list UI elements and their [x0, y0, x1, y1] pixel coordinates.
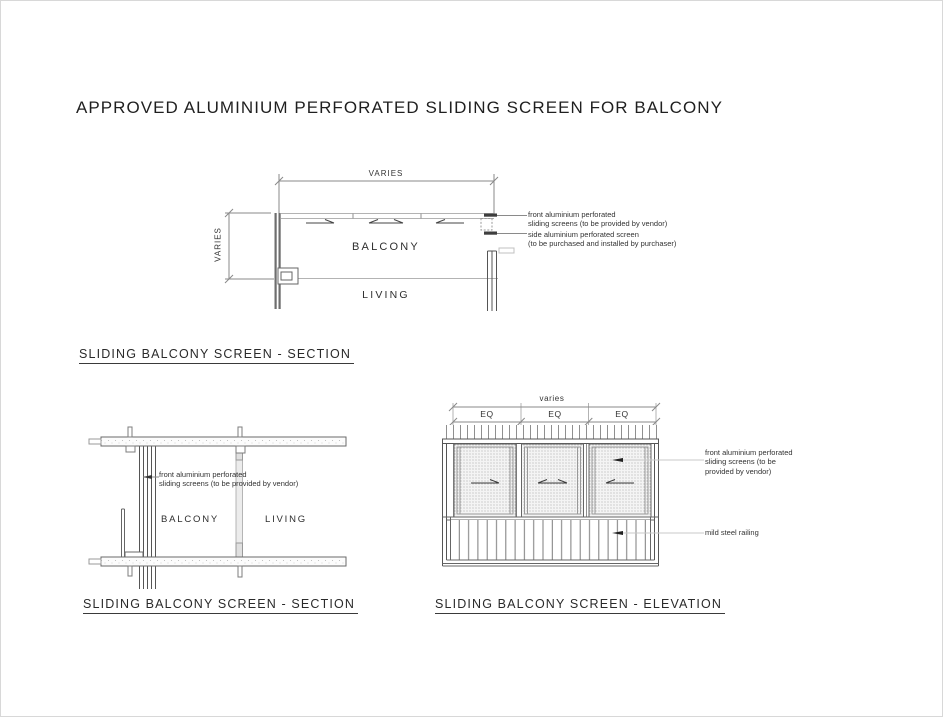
annotation-line: front aluminium perforated	[528, 210, 616, 219]
annotation-line: sliding screens (to be provided by vendor)	[528, 219, 668, 228]
annotation-line: side aluminium perforated screen	[528, 230, 639, 239]
plan-dim-depth: VARIES	[213, 227, 223, 262]
plan-balcony-label: BALCONY	[352, 241, 420, 253]
plan-dim-width: VARIES	[368, 169, 404, 178]
elevation-annotation-front-screen	[705, 448, 793, 476]
plan-annotation-side-screen	[528, 230, 676, 248]
elevation-caption: SLIDING BALCONY SCREEN - ELEVATION	[435, 597, 725, 614]
section-annotation-front-screen	[159, 470, 298, 488]
sheet-title: APPROVED ALUMINIUM PERFORATED SLIDING SCREEN FOR BALCONY	[76, 98, 723, 117]
vertical-section-caption: SLIDING BALCONY SCREEN - SECTION	[83, 597, 358, 614]
section-balcony-label: BALCONY	[160, 514, 219, 525]
annotation-line: sliding screens (to be	[705, 457, 776, 467]
annotation-line: sliding screens (to be provided by vendor)	[159, 479, 299, 488]
elevation-dim-eq-2: EQ	[548, 409, 562, 419]
plan-living-label: LIVING	[362, 289, 410, 301]
elevation-linework	[436, 393, 731, 573]
annotation-line: front aluminium perforated	[705, 448, 793, 457]
elevation-annotation-railing: mild steel railing	[705, 528, 759, 537]
plan-section-caption: SLIDING BALCONY SCREEN - SECTION	[79, 347, 354, 364]
plan-section-linework	[201, 166, 776, 321]
section-living-label: LIVING	[265, 514, 307, 525]
elevation-dim-eq-1: EQ	[480, 409, 494, 419]
elevation-dim-eq-3: EQ	[615, 409, 629, 419]
elevation-dim-total: varies	[539, 394, 565, 403]
annotation-line: (to be purchased and installed by purchaser)	[528, 239, 677, 248]
annotation-line: front aluminium perforated	[159, 470, 247, 479]
annotation-line: provided by vendor)	[705, 466, 772, 476]
vertical-section-linework	[86, 421, 356, 599]
plan-annotation-front-screen	[528, 210, 667, 228]
